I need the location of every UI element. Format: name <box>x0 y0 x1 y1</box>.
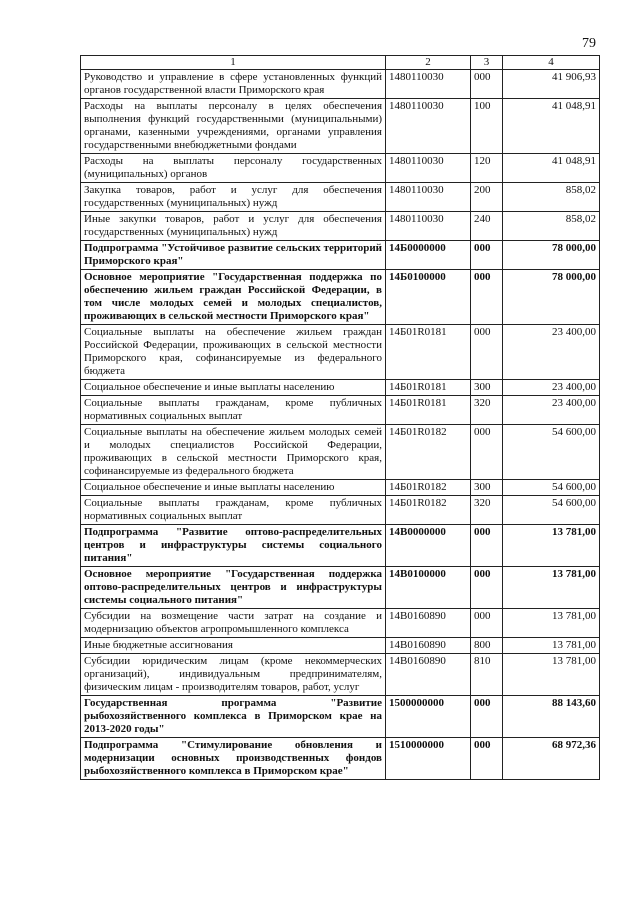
row-amount-cell: 68 972,36 <box>503 738 600 780</box>
table-row <box>81 638 600 654</box>
row-code-cell: 14Б01R0182 <box>386 425 471 480</box>
row-name-cell: Иные бюджетные ассигнования <box>81 638 386 654</box>
row-amount-cell: 78 000,00 <box>503 241 600 270</box>
table-row <box>81 325 600 380</box>
row-name-cell: Государственная программа "Развитие рыбохозяйственного комплекса в Приморском крае на 2013-2020 годы" <box>81 696 386 738</box>
table-row <box>81 654 600 696</box>
row-code-cell: 14В0000000 <box>386 525 471 567</box>
row-amount-cell: 13 781,00 <box>503 609 600 638</box>
row-amount-cell: 858,02 <box>503 212 600 241</box>
row-expense-type-cell: 000 <box>471 609 503 638</box>
row-name-cell: Подпрограмма "Развитие оптово-распределительных центров и инфраструктуры системы социального питания" <box>81 525 386 567</box>
row-code-cell: 14Б01R0182 <box>386 496 471 525</box>
row-expense-type-cell: 000 <box>471 567 503 609</box>
table-row <box>81 241 600 270</box>
row-amount-cell: 78 000,00 <box>503 270 600 325</box>
row-code-cell: 1480110030 <box>386 70 471 99</box>
row-code-cell: 1480110030 <box>386 183 471 212</box>
table-row <box>81 70 600 99</box>
table-row <box>81 567 600 609</box>
column-header-code: 2 <box>386 56 471 70</box>
row-name-cell: Основное мероприятие "Государственная поддержка оптово-распределительных центров и инфраструктуры системы социального питания" <box>81 567 386 609</box>
row-amount-cell: 13 781,00 <box>503 567 600 609</box>
table-header-row <box>81 56 600 70</box>
row-amount-cell: 23 400,00 <box>503 380 600 396</box>
row-expense-type-cell: 000 <box>471 241 503 270</box>
row-amount-cell: 41 048,91 <box>503 154 600 183</box>
row-amount-cell: 54 600,00 <box>503 425 600 480</box>
table-row <box>81 183 600 212</box>
row-name-cell: Основное мероприятие "Государственная поддержка по обеспечению жильем граждан Российской Федерации, в том числе молодых семей и молодых специалистов, проживающих в сельской местности Приморского края" <box>81 270 386 325</box>
row-expense-type-cell: 200 <box>471 183 503 212</box>
row-expense-type-cell: 000 <box>471 425 503 480</box>
table-row <box>81 525 600 567</box>
table-row <box>81 425 600 480</box>
row-expense-type-cell: 300 <box>471 380 503 396</box>
row-name-cell: Субсидии на возмещение части затрат на создание и модернизацию объектов агропромышленного комплекса <box>81 609 386 638</box>
row-code-cell: 14Б01R0181 <box>386 325 471 380</box>
row-code-cell: 14В0160890 <box>386 609 471 638</box>
table-row <box>81 212 600 241</box>
column-header-amount: 4 <box>503 56 600 70</box>
row-name-cell: Социальные выплаты гражданам, кроме публичных нормативных социальных выплат <box>81 496 386 525</box>
row-expense-type-cell: 300 <box>471 480 503 496</box>
budget-table <box>80 55 600 780</box>
table-row <box>81 99 600 154</box>
table-body <box>81 70 600 780</box>
row-name-cell: Социальные выплаты на обеспечение жильем молодых семей и молодых специалистов Российской Федерации, проживающих в сельской местности Приморского края, софинансируемые из федерального бюджета <box>81 425 386 480</box>
row-code-cell: 14Б01R0181 <box>386 396 471 425</box>
row-amount-cell: 858,02 <box>503 183 600 212</box>
row-code-cell: 1480110030 <box>386 154 471 183</box>
row-name-cell: Социальные выплаты на обеспечение жильем граждан Российской Федерации, проживающих в сельской местности Приморского края, софинансируемые из федерального бюджета <box>81 325 386 380</box>
column-header-expense-type: 3 <box>471 56 503 70</box>
row-amount-cell: 13 781,00 <box>503 525 600 567</box>
row-name-cell: Социальное обеспечение и иные выплаты населению <box>81 480 386 496</box>
row-expense-type-cell: 240 <box>471 212 503 241</box>
row-amount-cell: 13 781,00 <box>503 654 600 696</box>
table-row <box>81 154 600 183</box>
row-amount-cell: 23 400,00 <box>503 325 600 380</box>
table-row <box>81 696 600 738</box>
row-name-cell: Расходы на выплаты персоналу в целях обеспечения выполнения функций государственными (муниципальными) органами, казенными учреждениями, органами управления государственными внебюджетными фондами <box>81 99 386 154</box>
table-row <box>81 270 600 325</box>
column-header-name: 1 <box>81 56 386 70</box>
row-expense-type-cell: 320 <box>471 396 503 425</box>
row-amount-cell: 41 048,91 <box>503 99 600 154</box>
row-expense-type-cell: 100 <box>471 99 503 154</box>
row-amount-cell: 88 143,60 <box>503 696 600 738</box>
row-code-cell: 14В0160890 <box>386 638 471 654</box>
row-code-cell: 14Б01R0181 <box>386 380 471 396</box>
row-name-cell: Подпрограмма "Стимулирование обновления и модернизации основных производственных фондов рыбохозяйственного комплекса в Приморском крае" <box>81 738 386 780</box>
row-code-cell: 1500000000 <box>386 696 471 738</box>
row-name-cell: Руководство и управление в сфере установленных функций органов государственной власти Приморского края <box>81 70 386 99</box>
row-expense-type-cell: 000 <box>471 70 503 99</box>
row-name-cell: Социальное обеспечение и иные выплаты населению <box>81 380 386 396</box>
row-code-cell: 1510000000 <box>386 738 471 780</box>
row-expense-type-cell: 800 <box>471 638 503 654</box>
row-code-cell: 14В0100000 <box>386 567 471 609</box>
row-code-cell: 1480110030 <box>386 212 471 241</box>
row-expense-type-cell: 000 <box>471 696 503 738</box>
row-code-cell: 14В0160890 <box>386 654 471 696</box>
row-expense-type-cell: 810 <box>471 654 503 696</box>
row-amount-cell: 23 400,00 <box>503 396 600 425</box>
row-code-cell: 14Б01R0182 <box>386 480 471 496</box>
row-code-cell: 14Б0100000 <box>386 270 471 325</box>
row-amount-cell: 54 600,00 <box>503 480 600 496</box>
row-name-cell: Социальные выплаты гражданам, кроме публичных нормативных социальных выплат <box>81 396 386 425</box>
row-expense-type-cell: 000 <box>471 325 503 380</box>
row-code-cell: 14Б0000000 <box>386 241 471 270</box>
row-amount-cell: 54 600,00 <box>503 496 600 525</box>
row-name-cell: Закупка товаров, работ и услуг для обеспечения государственных (муниципальных) нужд <box>81 183 386 212</box>
row-expense-type-cell: 120 <box>471 154 503 183</box>
table-row <box>81 396 600 425</box>
row-expense-type-cell: 000 <box>471 525 503 567</box>
row-name-cell: Субсидии юридическим лицам (кроме некоммерческих организаций), индивидуальным предпринимателям, физическим лицам - производителям товаров, работ, услуг <box>81 654 386 696</box>
table-row <box>81 609 600 638</box>
table-row <box>81 380 600 396</box>
row-code-cell: 1480110030 <box>386 99 471 154</box>
row-expense-type-cell: 000 <box>471 270 503 325</box>
row-name-cell: Подпрограмма "Устойчивое развитие сельских территорий Приморского края" <box>81 241 386 270</box>
row-amount-cell: 13 781,00 <box>503 638 600 654</box>
table-row <box>81 738 600 780</box>
row-name-cell: Иные закупки товаров, работ и услуг для обеспечения государственных (муниципальных) нужд <box>81 212 386 241</box>
row-name-cell: Расходы на выплаты персоналу государственных (муниципальных) органов <box>81 154 386 183</box>
row-expense-type-cell: 000 <box>471 738 503 780</box>
table-row <box>81 496 600 525</box>
row-expense-type-cell: 320 <box>471 496 503 525</box>
row-amount-cell: 41 906,93 <box>503 70 600 99</box>
page-number: 79 <box>582 36 596 51</box>
table-row <box>81 480 600 496</box>
